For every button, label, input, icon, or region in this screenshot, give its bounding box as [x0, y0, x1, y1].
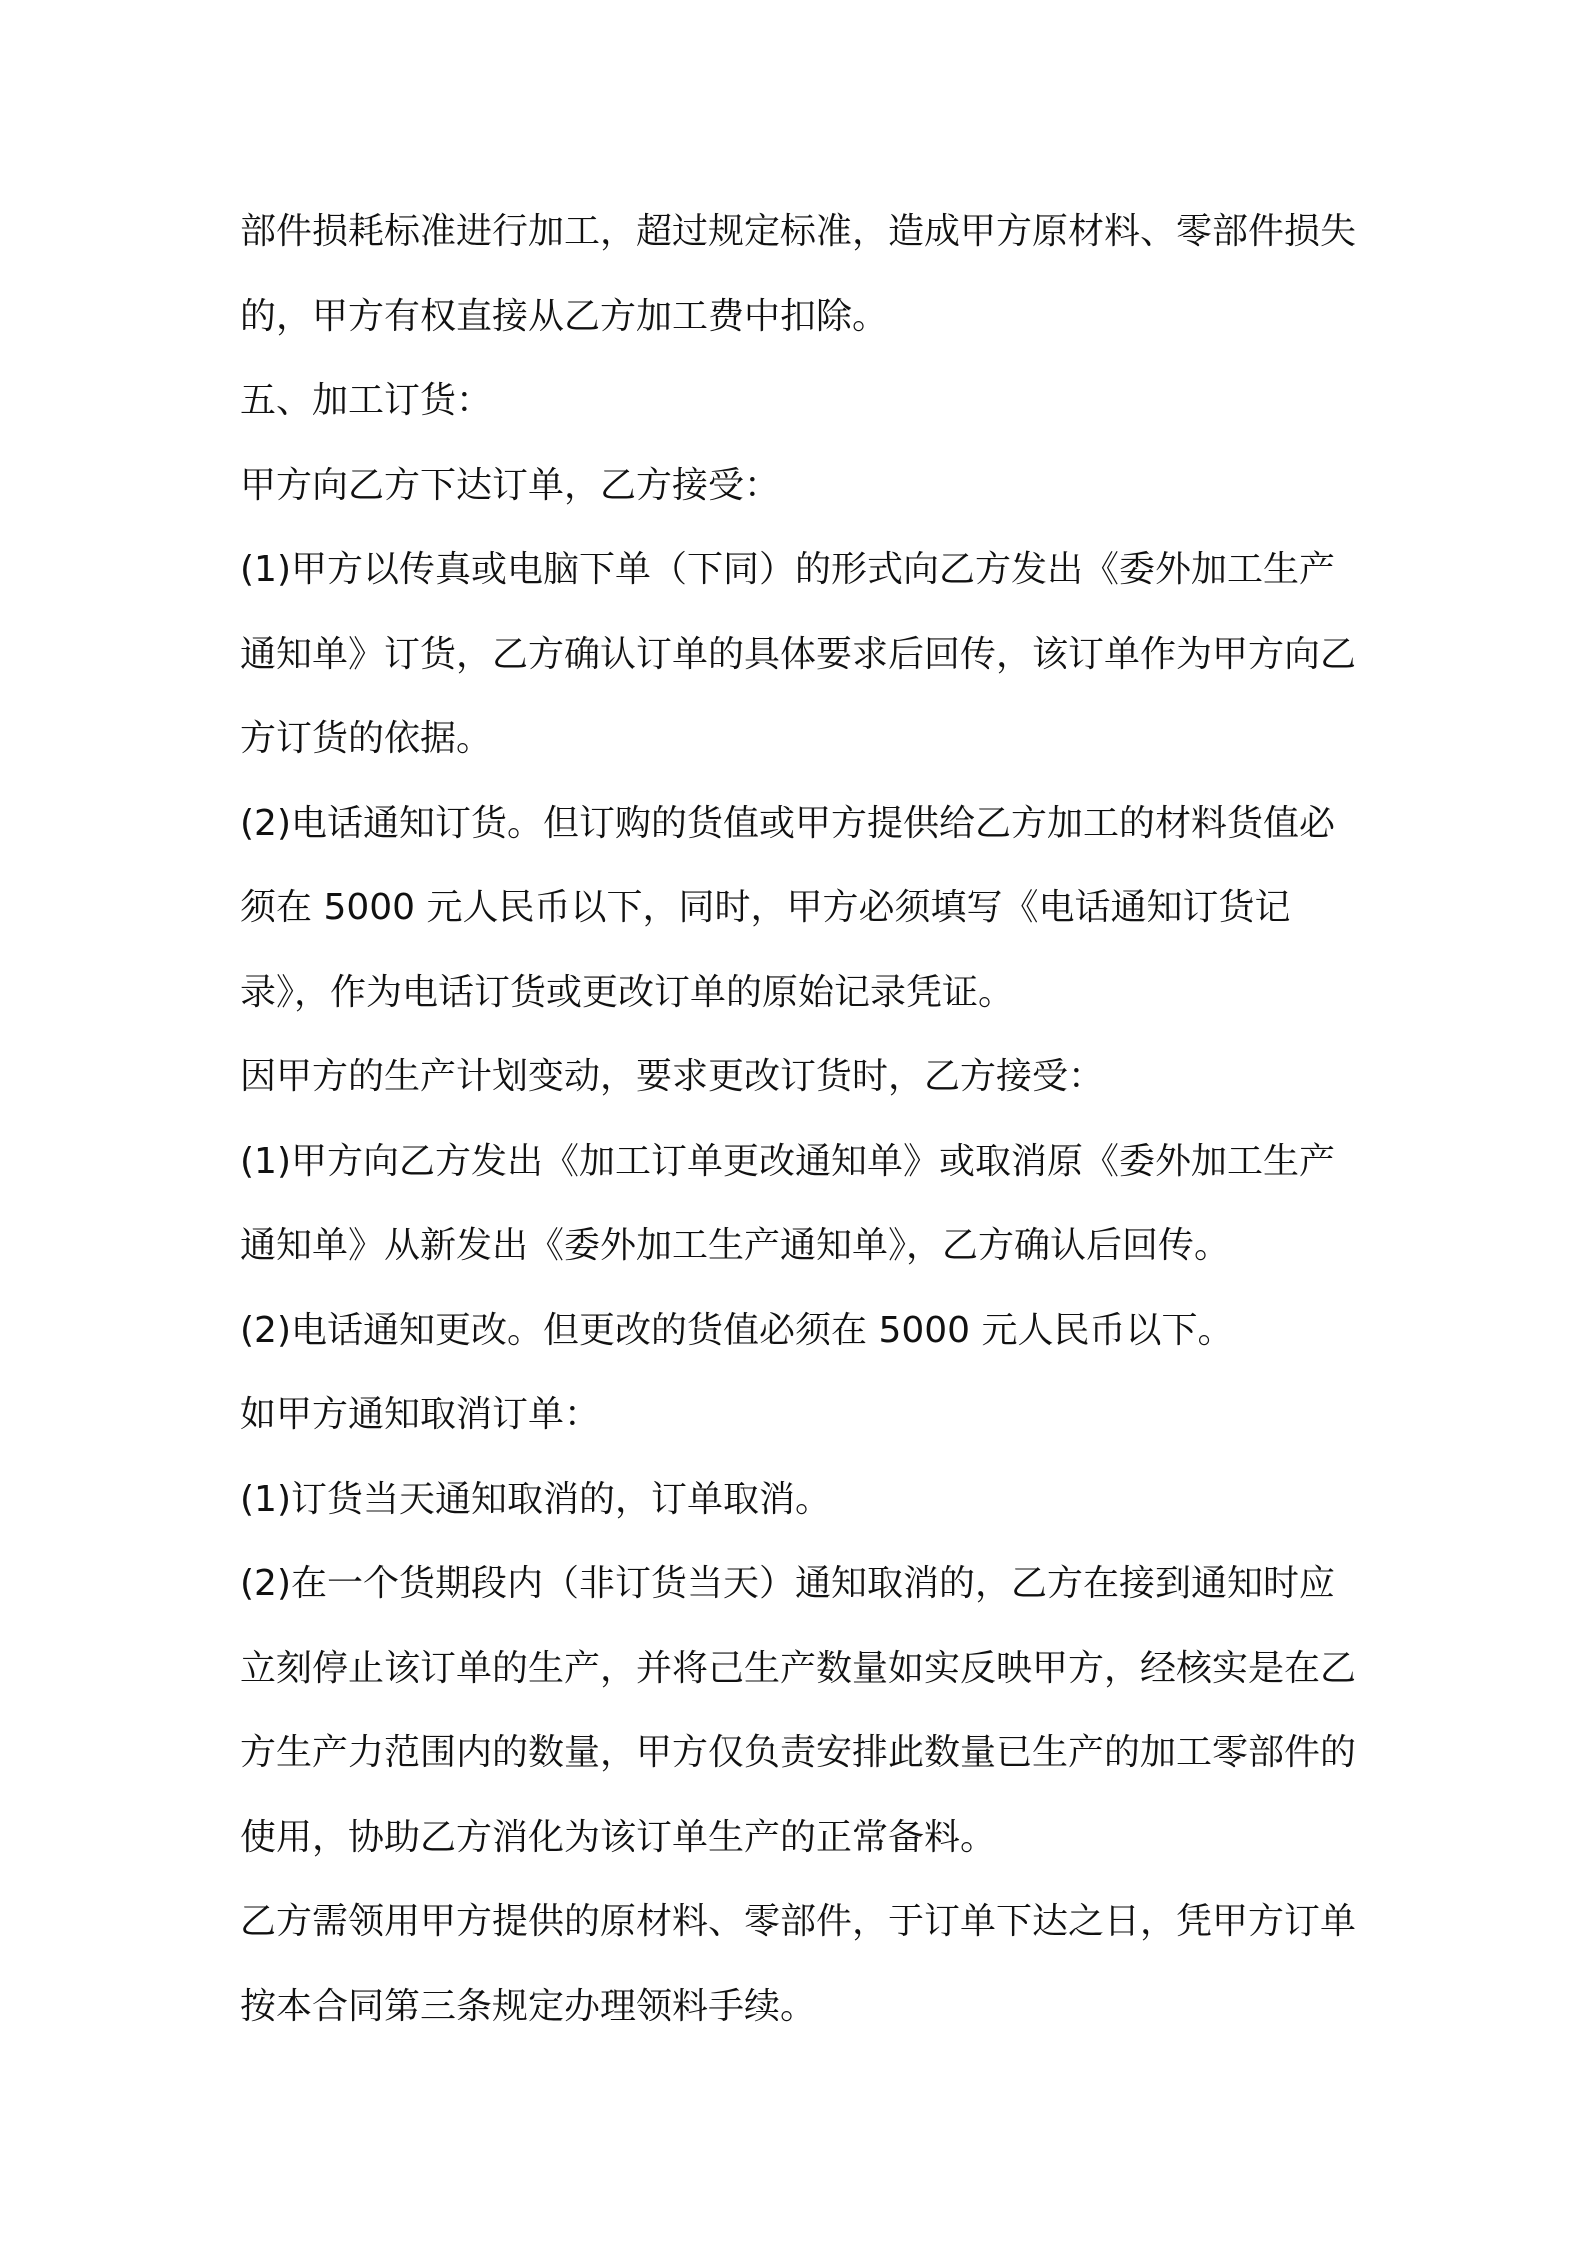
paragraph-order-acceptance: 甲方向乙方下达订单，乙方接受： — [240, 464, 781, 506]
paragraph-order-change-intro: 因甲方的生产计划变动，要求更改订货时，乙方接受： — [240, 1056, 1105, 1097]
paragraph-order-clause-1: (1)甲方以传真或电脑下单（下同）的形式向乙方发出《委外加工生产通知单》订货，乙方确认订单的具体要求后回传，该订单作为甲方向乙方订货的依据。 — [240, 549, 1357, 759]
section-heading-processing-orders: 五、加工订货： — [240, 380, 493, 421]
paragraph-cancel-clause-1: (1)订货当天通知取消的，订单取消。 — [240, 1478, 831, 1520]
document-body — [240, 190, 1370, 2049]
paragraph-order-clause-2: (2)电话通知订货。但订购的货值或甲方提供给乙方加工的材料货值必须在 5000 元人民币以下，同时，甲方必须填写《电话通知订货记录》，作为电话订货或更改订单的原始记录凭证。 — [240, 802, 1335, 1013]
paragraph-material-loss: 部件损耗标准进行加工，超过规定标准，造成甲方原材料、零部件损失的，甲方有权直接从乙方加工费中扣除。 — [240, 211, 1357, 337]
paragraph-order-change-clause-2: (2)电话通知更改。但更改的货值必须在 5000 元人民币以下。 — [240, 1309, 1234, 1351]
paragraph-cancel-intro: 如甲方通知取消订单： — [240, 1394, 601, 1435]
paragraph-cancel-clause-2: (2)在一个货期段内（非订货当天）通知取消的，乙方在接到通知时应立刻停止该订单的生产，并将己生产数量如实反映甲方，经核实是在乙方生产力范围内的数量，甲方仅负责安排此数量已生产的加工零部件的使用，协助乙方消化为该订单生产的正常备料。 — [240, 1563, 1357, 1858]
paragraph-material-requisition: 乙方需领用甲方提供的原材料、零部件，于订单下达之日，凭甲方订单按本合同第三条规定办理领料手续。 — [240, 1901, 1357, 2027]
paragraph-order-change-clause-1: (1)甲方向乙方发出《加工订单更改通知单》或取消原《委外加工生产通知单》从新发出《委外加工生产通知单》，乙方确认后回传。 — [240, 1140, 1335, 1266]
